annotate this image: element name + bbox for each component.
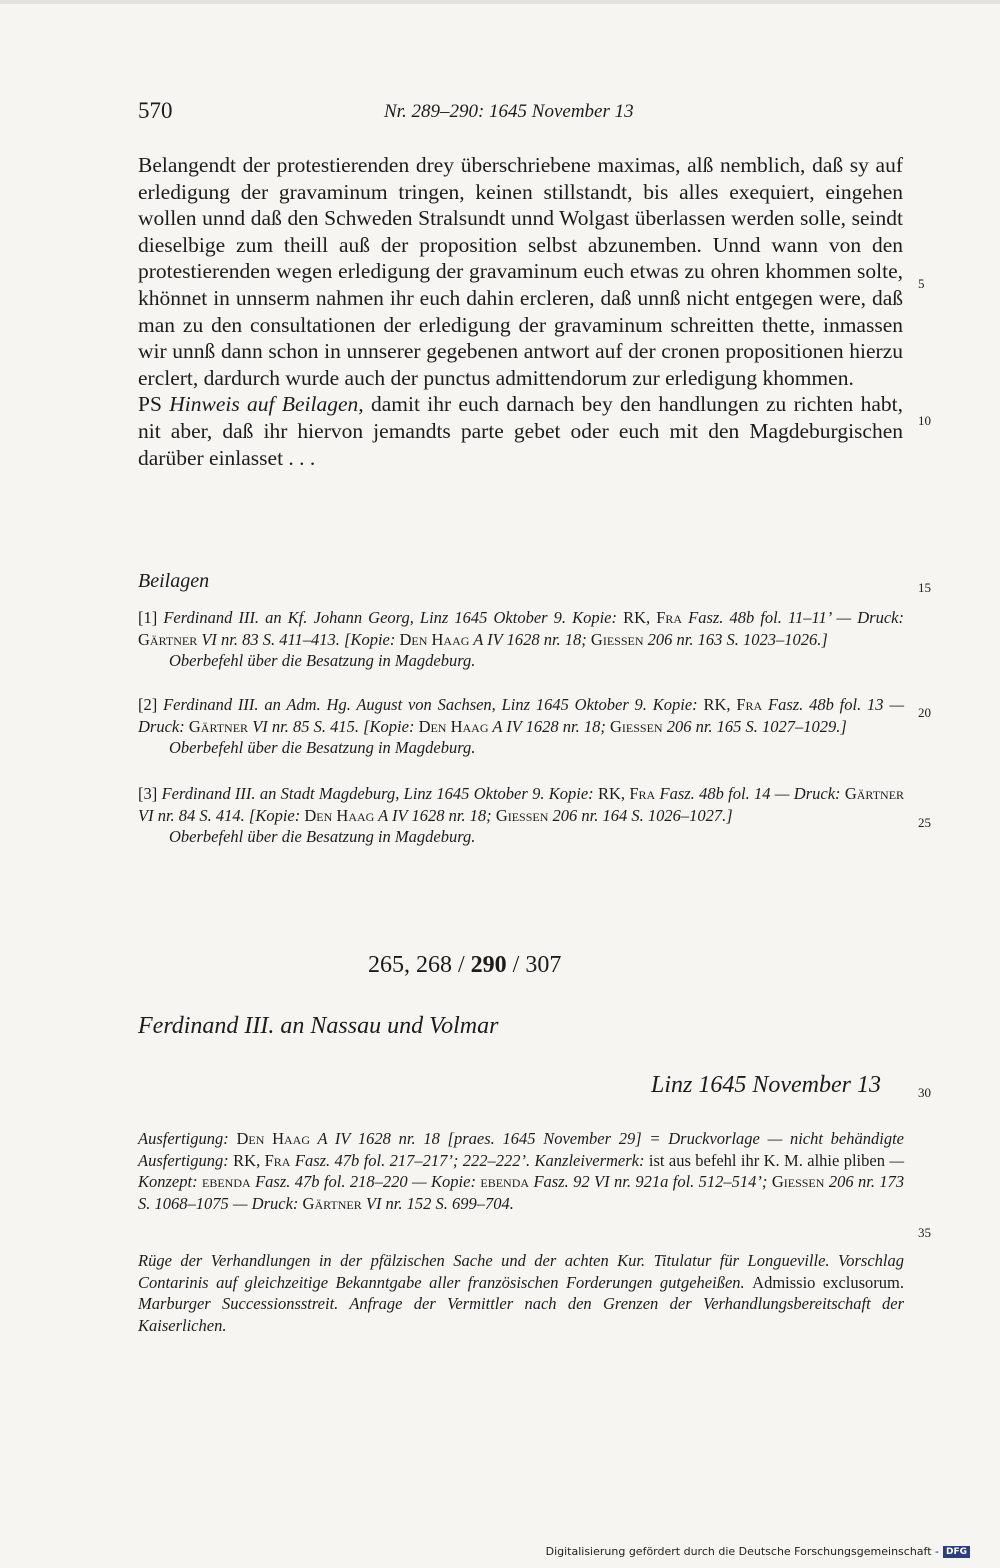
beilage-2: [2] Ferdinand III. an Adm. Hg. August von Sachsen, Linz 1645 Oktober 9. Kopie: RK, Fra Fasz. 48b fol. 13 — Druck: Gärtner VI nr. 85 S. 415. [Kopie: Den Haag A IV 1628 nr. 18; Giessen 206 nr. 165 S. 1027–1029.] Oberbefehl über die Besatzung in Magdeburg. [138, 695, 905, 758]
line-number-15: 15 [918, 580, 931, 595]
line-number-5: 5 [918, 276, 925, 291]
document-date: Linz 1645 November 13 [651, 1072, 881, 1098]
running-title: Nr. 289–290: 1645 November 13 [384, 101, 634, 122]
footer-text: Digitalisierung gefördert durch die Deutsche Forschungsgemeinschaft - [545, 1545, 939, 1558]
scan-top-edge [0, 0, 1000, 4]
page-number: 570 [138, 98, 173, 123]
cross-reference-numbers: 265, 268 / 290 / 307 [368, 952, 562, 978]
document-summary: Rüge der Verhandlungen in der pfälzischen Sache und der achten Kur. Titulatur für Longueville. Vorschlag Contarinis auf gleichzeitige Bekanntgabe aller französischen Forderungen gutgeheißen. Admissio exclusorum. Marburger Successionsstreit. Anfrage der Vermittler nach den Grenzen der Verhandlungsbereitschaft der Kaiserlichen. [138, 1251, 904, 1335]
digitization-footer [546, 1545, 970, 1558]
current-document-number: 290 [470, 952, 507, 978]
beilage-1: [1] Ferdinand III. an Kf. Johann Georg, Linz 1645 Oktober 9. Kopie: RK, Fra Fasz. 48b fol. 11–11’ — Druck: Gärtner VI nr. 83 S. 411–413. [Kopie: Den Haag A IV 1628 nr. 18; Giessen 206 nr. 163 S. 1023–1026.] Oberbefehl über die Besatzung in Magdeburg. [138, 608, 904, 671]
line-number-20: 20 [918, 705, 931, 720]
dfg-logo: DFG [943, 1546, 970, 1558]
line-number-25: 25 [918, 815, 931, 830]
beilagen-heading: Beilagen [138, 570, 210, 592]
body-text [138, 152, 903, 471]
beilage-3-note: Oberbefehl über die Besatzung in Magdeburg. [169, 827, 476, 847]
ps-label: PS [138, 392, 162, 417]
beilage-2-note: Oberbefehl über die Besatzung in Magdeburg. [169, 738, 476, 758]
document-title: Ferdinand III. an Nassau und Volmar [138, 1013, 499, 1039]
beilage-1-note: Oberbefehl über die Besatzung in Magdeburg. [169, 651, 476, 671]
source-apparatus: Ausfertigung: Den Haag A IV 1628 nr. 18 [praes. 1645 November 29] = Druckvorlage — nicht behändigte Ausfertigung: RK, Fra Fasz. 47b fol. 217–217’; 222–222’. Kanzleivermerk: ist aus befehl ihr K. M. alhie pliben — Konzept: ebenda Fasz. 47b fol. 218–220 — Kopie: ebenda Fasz. 92 VI nr. 921a fol. 512–514’; Giessen 206 nr. 173 S. 1068–1075 — Druck: Gärtner VI nr. 152 S. 699–704. [138, 1129, 905, 1213]
line-number-10: 10 [918, 413, 931, 428]
ps-text: damit ihr euch darnach bey den handlungen zu richten habt, nit aber, daß ihr hiervon jemandts parte gebet oder euch mit den Magdeburgischen darüber einlasset . . . [138, 392, 904, 470]
line-number-35: 35 [918, 1225, 931, 1240]
body-paragraph-2 [138, 391, 903, 471]
line-number-30: 30 [918, 1085, 931, 1100]
body-paragraph-1: Belangendt der protestierenden drey überschriebene maximas, alß nemblich, daß sy auf erledigung der gravaminum tringen, keinen stillstandt, bis alles exequiert, eingehen wollen unnd daß den Schweden Stralsundt unnd Wolgast überlassen werden solle, seindt dieselbige zum theill auß der proposition selbst abzunemben. Unnd wann von den protestierenden wegen erledigung der gravaminum euch etwas zu ohren khommen solte, khönnet in unnserm nahmen ihr euch dahin ercleren, daß unnß nicht entgegen were, daß man zu den consultationen der erledigung der gravaminum schreitten thette, inmassen wir unnß dann schon in unnserer gegebenen antwort auf der cronen propositionen hierzu erclert, dardurch wurde auch der punctus admittendorum zur erledigung khommen. [138, 153, 903, 390]
beilage-3: [3] Ferdinand III. an Stadt Magdeburg, Linz 1645 Oktober 9. Kopie: RK, Fra Fasz. 48b fol. 14 — Druck: Gärtner VI nr. 84 S. 414. [Kopie: Den Haag A IV 1628 nr. 18; Giessen 206 nr. 164 S. 1026–1027.] Oberbefehl über die Besatzung in Magdeburg. [138, 784, 905, 847]
ps-editorial-note: Hinweis auf Beilagen, [169, 392, 364, 417]
